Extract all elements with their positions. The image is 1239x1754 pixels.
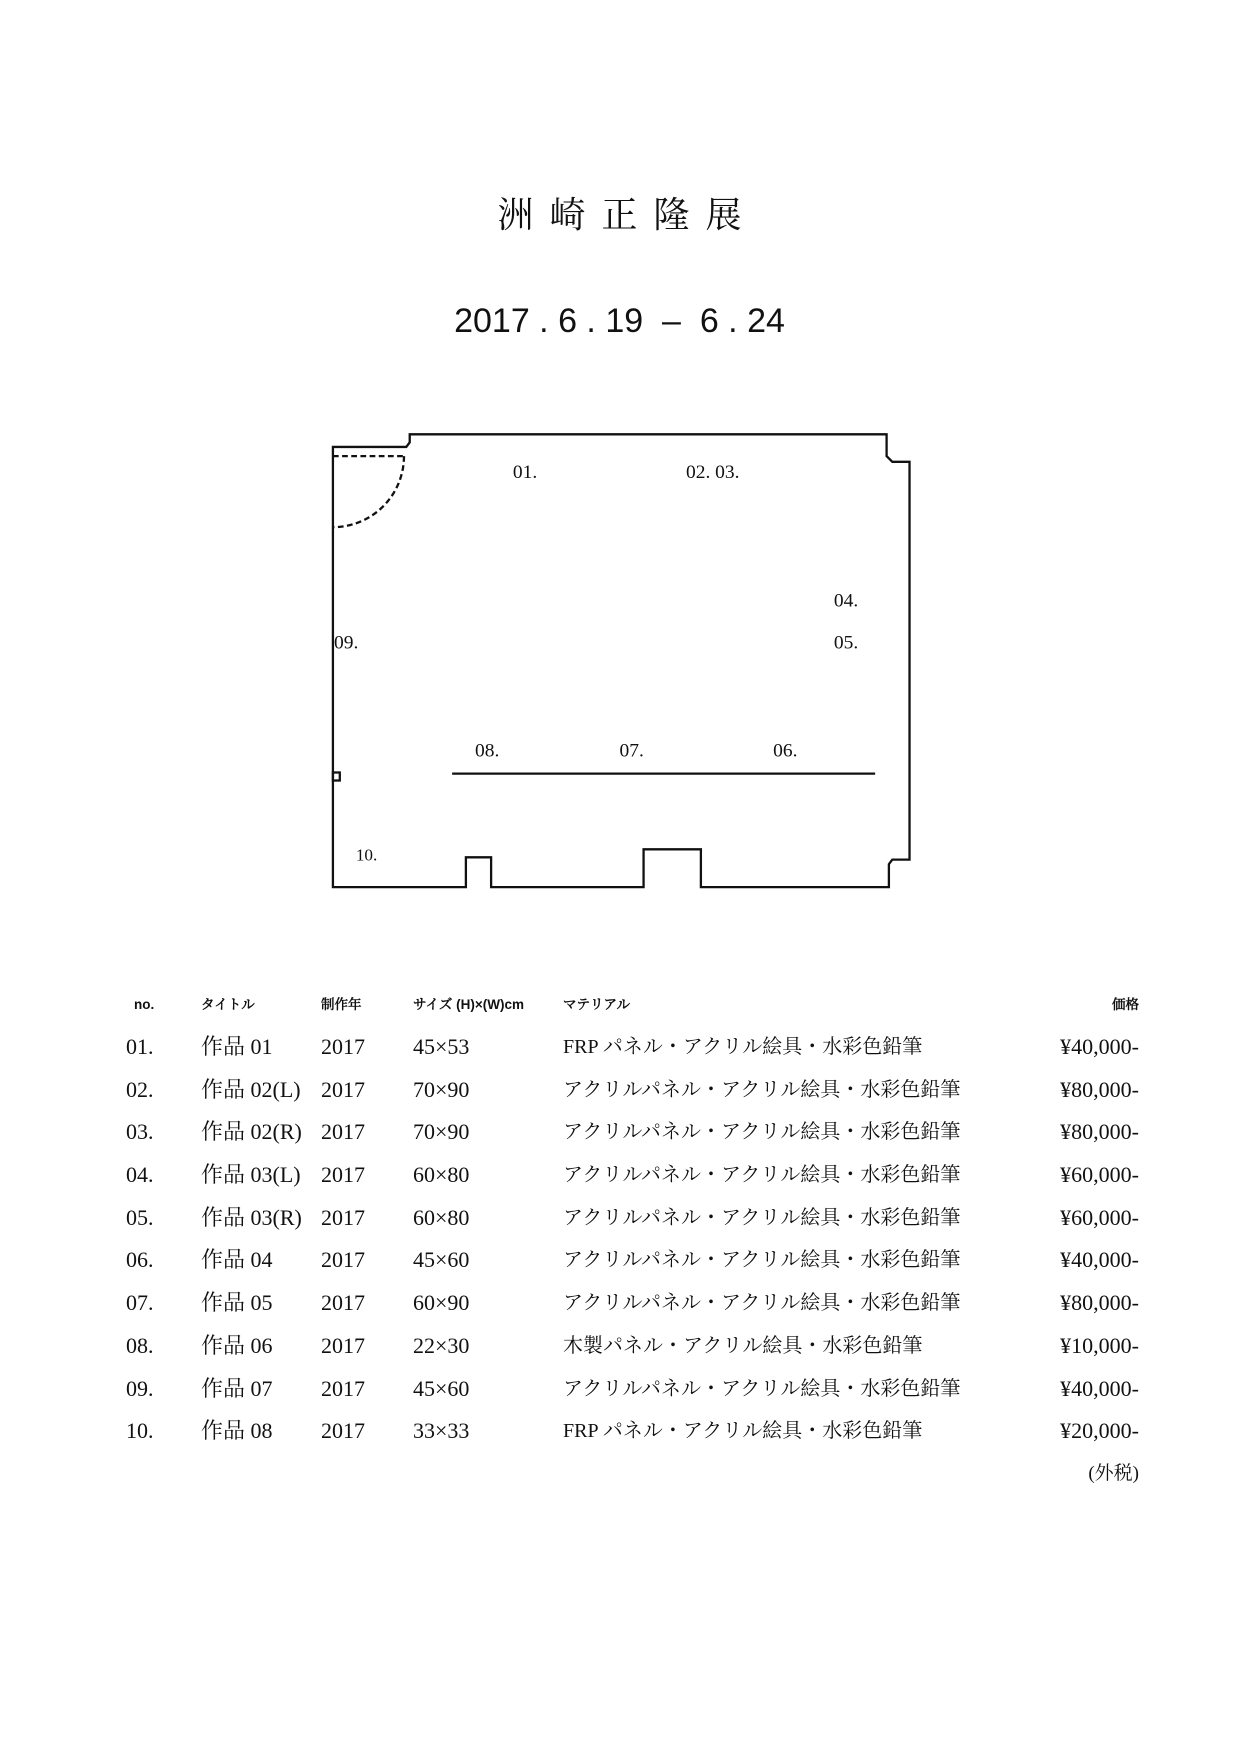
cell-material: FRP パネル・アクリル絵具・水彩色鉛筆: [563, 1420, 923, 1443]
column-header-material: マテリアル: [563, 997, 630, 1012]
cell-price: ¥80,000-: [1060, 1076, 1139, 1102]
table-row: [0, 1288, 1239, 1331]
exhibition-title: 洲崎正隆展: [497, 195, 758, 236]
cell-size: 45×60: [413, 1247, 470, 1273]
column-header-year: 制作年: [321, 997, 362, 1012]
cell-year: 2017: [321, 1290, 365, 1316]
cell-material: アクリルパネル・アクリル絵具・水彩色鉛筆: [563, 1249, 961, 1272]
cell-year: 2017: [321, 1418, 365, 1444]
cell-no: 05.: [126, 1204, 154, 1230]
table-header: [0, 990, 1239, 1020]
cell-no: 02.: [126, 1076, 154, 1102]
cell-title: 作品 02(L): [201, 1076, 301, 1102]
table-row: [0, 1331, 1239, 1374]
cell-size: 33×33: [413, 1418, 470, 1444]
cell-title: 作品 02(R): [201, 1119, 302, 1145]
table-row: [0, 1245, 1239, 1288]
cell-no: 09.: [126, 1375, 154, 1401]
cell-year: 2017: [321, 1375, 365, 1401]
cell-year: 2017: [321, 1119, 365, 1145]
cell-year: 2017: [321, 1247, 365, 1273]
cell-year: 2017: [321, 1034, 365, 1059]
table-row: [0, 1075, 1239, 1118]
cell-price: ¥60,000-: [1060, 1162, 1139, 1188]
artwork-table-body: [0, 1032, 1239, 1459]
cell-title: 作品 05: [201, 1290, 273, 1316]
location-label-06: 06.: [773, 740, 798, 762]
cell-price: ¥80,000-: [1060, 1119, 1139, 1145]
door-swing-arc: [333, 456, 404, 527]
table-row: [0, 1160, 1239, 1203]
table-row: [0, 1374, 1239, 1417]
cell-price: ¥40,000-: [1060, 1034, 1139, 1059]
location-label-08: 08.: [475, 740, 500, 762]
cell-no: 10.: [126, 1418, 154, 1444]
floor-plan: [321, 424, 918, 894]
location-label-01: 01.: [512, 461, 538, 483]
cell-no: 04.: [126, 1162, 154, 1188]
location-label-07: 07.: [619, 740, 644, 762]
cell-material: アクリルパネル・アクリル絵具・水彩色鉛筆: [563, 1292, 961, 1315]
cell-size: 45×53: [413, 1034, 470, 1059]
cell-size: 60×80: [413, 1162, 470, 1188]
cell-price: ¥40,000-: [1060, 1247, 1139, 1273]
cell-size: 45×60: [413, 1375, 470, 1401]
cell-no: 07.: [126, 1290, 154, 1316]
cell-size: 22×30: [413, 1332, 470, 1358]
location-label-04: 04.: [833, 590, 859, 612]
table-row: [0, 1416, 1239, 1459]
cell-title: 作品 01: [201, 1034, 273, 1059]
cell-no: 03.: [126, 1119, 154, 1145]
table-row: [0, 1117, 1239, 1160]
cell-material: FRP パネル・アクリル絵具・水彩色鉛筆: [563, 1036, 923, 1058]
cell-no: 08.: [126, 1332, 154, 1358]
cell-year: 2017: [321, 1204, 365, 1230]
gallery-wall-outline: [333, 434, 910, 887]
cell-material: アクリルパネル・アクリル絵具・水彩色鉛筆: [563, 1121, 961, 1144]
location-label-05: 05.: [833, 632, 859, 654]
location-label-02-03: 02. 03.: [685, 461, 740, 483]
cell-price: ¥40,000-: [1060, 1375, 1139, 1401]
cell-price: ¥10,000-: [1060, 1332, 1139, 1358]
column-header-price: 価格: [1112, 997, 1139, 1012]
cell-title: 作品 03(L): [201, 1162, 301, 1188]
cell-year: 2017: [321, 1076, 365, 1102]
cell-title: 作品 03(R): [201, 1204, 302, 1230]
location-label-10: 10.: [355, 845, 378, 865]
cell-price: ¥60,000-: [1060, 1204, 1139, 1230]
cell-material: アクリルパネル・アクリル絵具・水彩色鉛筆: [563, 1164, 961, 1187]
table-row: [0, 1203, 1239, 1246]
cell-material: アクリルパネル・アクリル絵具・水彩色鉛筆: [563, 1078, 961, 1101]
cell-title: 作品 07: [201, 1375, 273, 1401]
cell-size: 70×90: [413, 1076, 470, 1102]
exhibition-dates: 2017 . 6 . 19 – 6 . 24: [454, 302, 785, 340]
cell-title: 作品 06: [201, 1332, 273, 1358]
wall-notch: [333, 772, 340, 780]
cell-price: ¥80,000-: [1060, 1290, 1139, 1316]
cell-size: 60×80: [413, 1204, 470, 1230]
location-label-09: 09.: [334, 632, 359, 654]
column-header-no: no.: [134, 997, 155, 1012]
cell-no: 06.: [126, 1247, 154, 1273]
cell-year: 2017: [321, 1332, 365, 1358]
cell-size: 70×90: [413, 1119, 470, 1145]
cell-year: 2017: [321, 1162, 365, 1188]
table-row: [0, 1032, 1239, 1075]
cell-title: 作品 08: [201, 1418, 273, 1444]
cell-price: ¥20,000-: [1060, 1418, 1139, 1444]
cell-size: 60×90: [413, 1290, 470, 1316]
cell-material: 木製パネル・アクリル絵具・水彩色鉛筆: [563, 1334, 923, 1357]
tax-note: (外税): [1088, 1463, 1139, 1484]
column-header-size: サイズ (H)×(W)cm: [413, 997, 525, 1012]
cell-no: 01.: [126, 1034, 154, 1059]
cell-title: 作品 04: [201, 1247, 273, 1273]
column-header-title: タイトル: [201, 997, 255, 1012]
cell-material: アクリルパネル・アクリル絵具・水彩色鉛筆: [563, 1377, 961, 1400]
cell-material: アクリルパネル・アクリル絵具・水彩色鉛筆: [563, 1206, 961, 1229]
